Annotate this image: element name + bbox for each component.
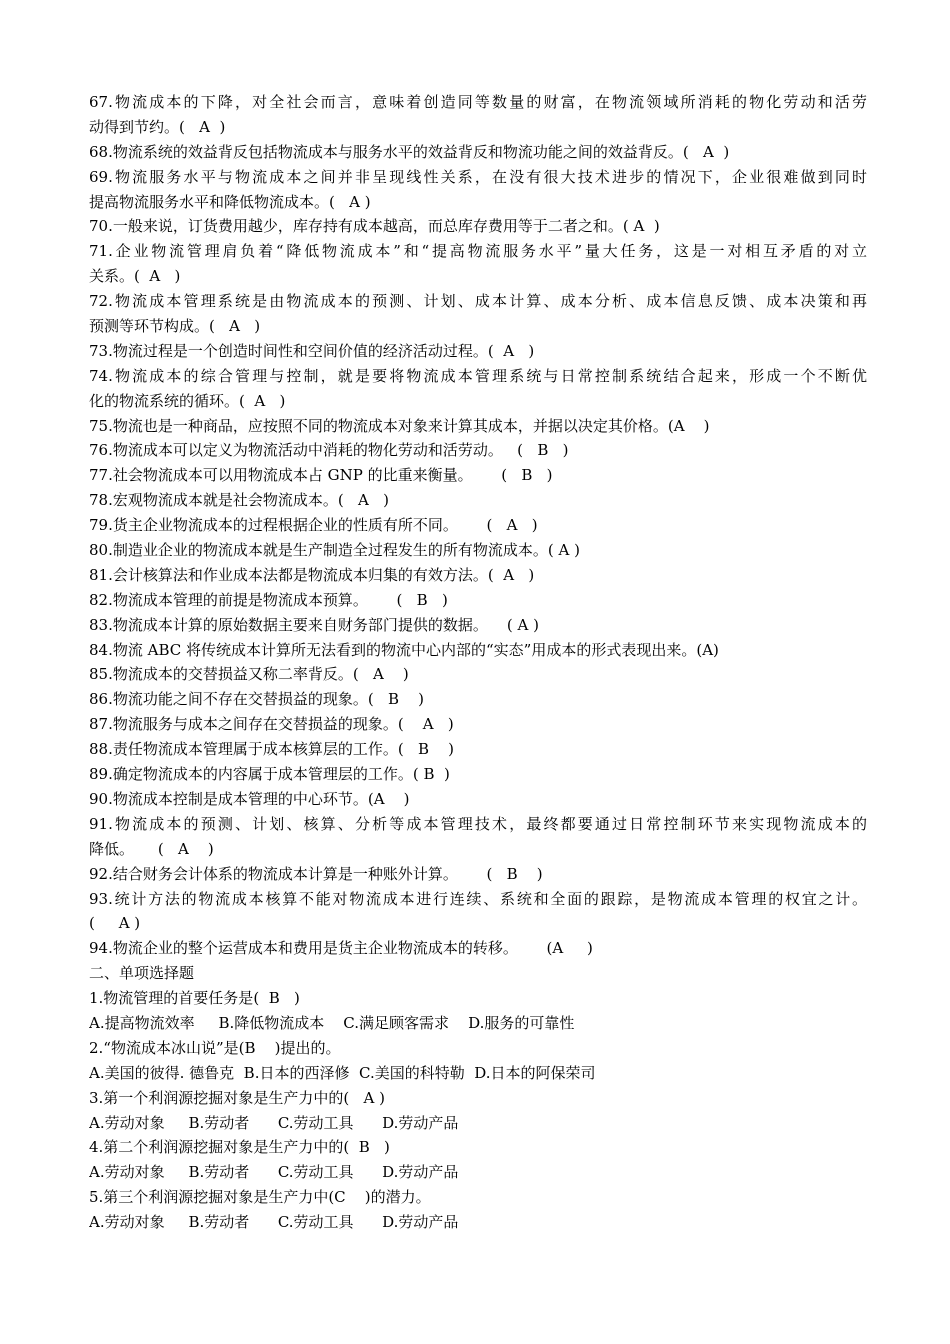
text-line: 75.物流也是一种商品，应按照不同的物流成本对象来计算其成本，并据以决定其价格。(A ) (89, 416, 710, 435)
text-line: 预测等环节构成。( A ) (89, 317, 261, 336)
text-line: 71.企业物流管理肩负着“降低物流成本”和“提高物流服务水平”量大任务，这是一对相互矛盾的对立 (89, 242, 867, 261)
text-line: 动得到节约。( A ) (89, 117, 226, 136)
text-line: 降低。 ( A ) (89, 839, 214, 858)
text-line: A.劳动对象 B.劳动者 C.劳动工具 D.劳动产品 (89, 1213, 459, 1232)
text-line: 77.社会物流成本可以用物流成本占 GNP 的比重来衡量。 ( B ) (89, 466, 553, 485)
text-line: 2.“物流成本冰山说”是(B )提出的。 (89, 1038, 341, 1057)
text-line: 提高物流服务水平和降低物流成本。( A ) (89, 192, 371, 211)
text-line: 关系。( A ) (89, 267, 181, 286)
text-line: A.劳动对象 B.劳动者 C.劳动工具 D.劳动产品 (89, 1163, 459, 1182)
text-line: 4.第二个利润源挖掘对象是生产力中的( B ) (89, 1138, 390, 1157)
text-line: 化的物流系统的循环。( A ) (89, 391, 286, 410)
text-line: 76.物流成本可以定义为物流活动中消耗的物化劳动和活劳动。 ( B ) (89, 441, 569, 460)
text-line: 5.第三个利润源挖掘对象是生产力中(C )的潜力。 (89, 1188, 431, 1207)
text-line: 79.货主企业物流成本的过程根据企业的性质有所不同。 ( A ) (89, 516, 538, 535)
text-line: 83.物流成本计算的原始数据主要来自财务部门提供的数据。 ( A ) (89, 615, 540, 634)
text-line: 93.统计方法的物流成本核算不能对物流成本进行连续、系统和全面的跟踪，是物流成本管理的权宜之计。 (89, 889, 867, 908)
text-line: 94.物流企业的整个运营成本和费用是货主企业物流成本的转移。 (A ) (89, 939, 593, 958)
text-line: 70.一般来说，订货费用越少，库存持有成本越高，而总库存费用等于二者之和。( A ) (89, 217, 660, 236)
text-line: 87.物流服务与成本之间存在交替损益的现象。( A ) (89, 715, 454, 734)
text-line: 92.结合财务会计体系的物流成本计算是一种账外计算。 ( B ) (89, 864, 543, 883)
text-line: 80.制造业企业的物流成本就是生产制造全过程发生的所有物流成本。( A ) (89, 541, 580, 560)
text-line: 67.物流成本的下降，对全社会而言，意味着创造同等数量的财富，在物流领域所消耗的物化劳动和活劳 (89, 93, 867, 111)
text-line: 73.物流过程是一个创造时间性和空间价值的经济活动过程。( A ) (89, 341, 535, 360)
text-line: 84.物流 ABC 将传统成本计算所无法看到的物流中心内部的“实态”用成本的形式表现出来。(A) (89, 640, 719, 659)
text-line: 86.物流功能之间不存在交替损益的现象。( B ) (89, 690, 424, 709)
text-line: 78.宏观物流成本就是社会物流成本。( A ) (89, 491, 390, 510)
text-line: 68.物流系统的效益背反包括物流成本与服务水平的效益背反和物流功能之间的效益背反。( A ) (89, 142, 730, 161)
text-line: 81.会计核算法和作业成本法都是物流成本归集的有效方法。( A ) (89, 565, 535, 584)
text-line: A.劳动对象 B.劳动者 C.劳动工具 D.劳动产品 (89, 1113, 459, 1132)
text-line: 90.物流成本控制是成本管理的中心环节。(A ) (89, 789, 410, 808)
text-line: A.提高物流效率 B.降低物流成本 C.满足顾客需求 D.服务的可靠性 (89, 1013, 575, 1032)
text-line: 69.物流服务水平与物流成本之间并非呈现线性关系，在没有很大技术进步的情况下，企业很难做到同时 (89, 167, 867, 186)
text-line: 82.物流成本管理的前提是物流成本预算。 ( B ) (89, 590, 448, 609)
document-page (89, 90, 867, 1235)
text-line: 74.物流成本的综合管理与控制，就是要将物流成本管理系统与日常控制系统结合起来，形成一个不断优 (89, 366, 867, 385)
text-line: 89.确定物流成本的内容属于成本管理层的工作。( B ) (89, 765, 450, 784)
text-line: 1.物流管理的首要任务是( B ) (89, 989, 300, 1008)
text-line: 二、单项选择题 (89, 964, 195, 983)
text-line: 88.责任物流成本管理属于成本核算层的工作。( B ) (89, 740, 454, 759)
text-line: 3.第一个利润源挖掘对象是生产力中的( A ) (89, 1088, 385, 1107)
text-line: 85.物流成本的交替损益又称二率背反。( A ) (89, 665, 409, 684)
text-line: 91.物流成本的预测、计划、核算、分析等成本管理技术，最终都要通过日常控制环节来实现物流成本的 (89, 814, 867, 833)
text-line: A.美国的彼得. 德鲁克 B.日本的西泽修 C.美国的科特勒 D.日本的阿保荣司 (89, 1063, 596, 1082)
text-line: 72.物流成本管理系统是由物流成本的预测、计划、成本计算、成本分析、成本信息反馈、成本决策和再 (89, 292, 867, 311)
text-line: ( A ) (89, 914, 141, 933)
